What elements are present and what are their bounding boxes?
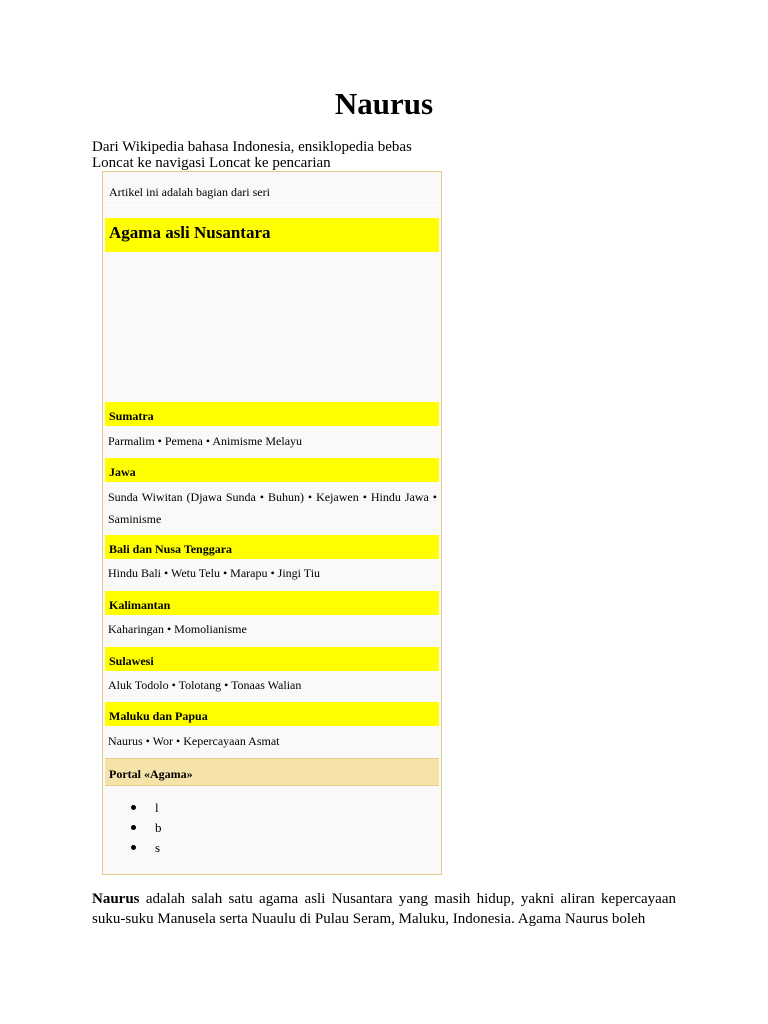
- series-title-link[interactable]: Agama asli Nusantara: [105, 218, 439, 252]
- region-header-jawa: Jawa: [105, 458, 439, 482]
- article-text: adalah salah satu agama asli Nusantara yang masih hidup, yakni aliran kepercayaan suku-suku Manusela serta Nuaulu di Pulau Seram, Maluku, Indonesia. Agama Naurus boleh: [92, 891, 676, 927]
- portal-agama-link[interactable]: Portal «Agama»: [105, 758, 439, 786]
- bullet-icon: [131, 845, 136, 850]
- region-items-kalimantan[interactable]: Kaharingan • Momolianisme: [108, 622, 247, 636]
- page-title: Naurus: [334, 86, 434, 121]
- article-subject: Naurus: [92, 891, 140, 907]
- article-paragraph: [92, 889, 676, 929]
- series-infobox: [102, 171, 442, 875]
- region-items-sulawesi[interactable]: Aluk Todolo • Tolotang • Tonaas Walian: [108, 678, 302, 692]
- region-header-maluku-papua: Maluku dan Papua: [105, 702, 439, 726]
- region-header-sulawesi: Sulawesi: [105, 647, 439, 671]
- nav-links-line[interactable]: Loncat ke navigasi Loncat ke pencarian: [92, 155, 331, 171]
- nav-link-label: s: [155, 840, 161, 855]
- nav-link-label: b: [155, 820, 162, 835]
- region-items-bali-nusa-tenggara[interactable]: Hindu Bali • Wetu Telu • Marapu • Jingi Tiu: [108, 566, 321, 580]
- nav-link-label: l: [155, 800, 159, 815]
- region-header-bali-nusa-tenggara: Bali dan Nusa Tenggara: [105, 535, 439, 559]
- region-items-maluku-papua[interactable]: Naurus • Wor • Kepercayaan Asmat: [108, 734, 280, 748]
- bullet-icon: [131, 805, 136, 810]
- region-header-kalimantan: Kalimantan: [105, 591, 439, 615]
- series-note: Artikel ini adalah bagian dari seri: [105, 178, 439, 206]
- region-header-sumatra: Sumatra: [105, 402, 439, 426]
- region-items-sumatra[interactable]: Parmalim • Pemena • Animisme Melayu: [108, 434, 303, 448]
- nav-link-view[interactable]: [131, 798, 162, 818]
- nav-link-talk[interactable]: [131, 818, 162, 838]
- bullet-icon: [131, 825, 136, 830]
- template-nav-list: [131, 798, 162, 858]
- nav-link-edit[interactable]: [131, 838, 162, 858]
- region-items-jawa[interactable]: Sunda Wiwitan (Djawa Sunda • Buhun) • Kejawen • Hindu Jawa • Saminisme: [108, 490, 437, 526]
- source-line: Dari Wikipedia bahasa Indonesia, ensiklopedia bebas: [92, 139, 412, 155]
